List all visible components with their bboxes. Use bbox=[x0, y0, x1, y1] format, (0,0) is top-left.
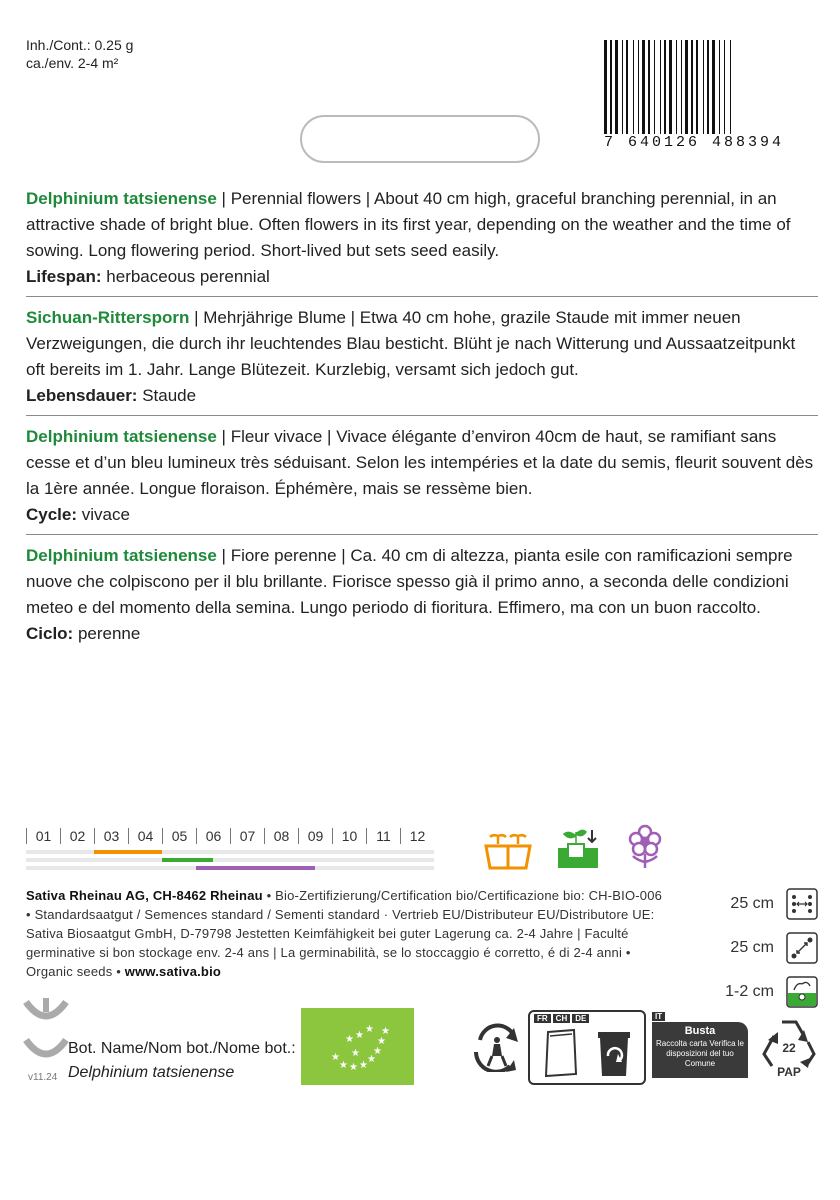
italy-busta-label bbox=[652, 1012, 748, 1078]
website-link[interactable]: www.sativa.bio bbox=[124, 964, 222, 979]
month: 02 bbox=[60, 828, 94, 844]
section-value: perenne bbox=[73, 624, 141, 643]
company-name: Sativa Rheinau AG, CH-8462 Rheinau bbox=[26, 888, 263, 903]
row-spacing-icon bbox=[786, 888, 818, 920]
barcode-bar bbox=[696, 40, 698, 136]
barcode-bar bbox=[669, 40, 672, 136]
barcode-bar bbox=[604, 40, 607, 136]
calendar-bars bbox=[26, 850, 436, 872]
barcode-bar bbox=[685, 40, 688, 136]
triman-icon bbox=[470, 1020, 524, 1072]
barcode bbox=[604, 40, 818, 154]
month: 11 bbox=[366, 828, 400, 844]
country-tags bbox=[534, 1014, 589, 1023]
spec-value: 1-2 cm bbox=[725, 983, 774, 1000]
barcode-bar bbox=[699, 40, 702, 136]
barcode-bar bbox=[610, 40, 612, 136]
country-tag: FR bbox=[534, 1014, 551, 1023]
section-label: Ciclo: bbox=[26, 624, 74, 643]
barcode-bar bbox=[673, 40, 675, 136]
sorting-info-box bbox=[528, 1010, 646, 1085]
legal-body: • Bio-Zertifizierung/Certification bio/Certificazione bio: CH-BIO-006 • Standardsaatgut / Semences standard / Sementi standard · Vertrieb EU/Distributeur EU/Distributore UE: Sativa Biosaatgut GmbH, D-79798 Jestetten Keimfähigkeit bei guter Lagerung ca. 2-4 Jahre | Faculté germinative si bon stockage env. 2-4 ans | La germinabilità, se lo stoccaggio é corretto, é di 2-4 anni • Organic seeds • bbox=[26, 888, 663, 979]
section-value: herbaceous perennial bbox=[101, 267, 270, 286]
seed-tray-icon bbox=[484, 830, 532, 870]
barcode-bar bbox=[694, 40, 695, 136]
section-body: | Fleur vivace | Vivace élégante d’environ 40cm de haut, se ramifiant sans cesse et d’un bleu lumineux très séduisant. Selon les intempéries et la date du semis, fleurit souvent dès la 1ère année. Longue floraison. Éphémère, mais se ressème bien. bbox=[26, 427, 814, 498]
paper-bin-icon bbox=[594, 1026, 634, 1080]
pap-label: PAP bbox=[777, 1065, 801, 1078]
flowering-period bbox=[196, 866, 315, 870]
eu-star: ★ bbox=[345, 1034, 354, 1045]
month-row bbox=[26, 826, 436, 846]
botanical-name: Delphinium tatsienense bbox=[68, 1064, 235, 1081]
spec-sowing-depth bbox=[725, 976, 818, 1008]
barcode-bar bbox=[619, 40, 621, 136]
it-tag: IT bbox=[652, 1012, 665, 1021]
transplant-icon bbox=[556, 826, 600, 870]
spec-plant-spacing bbox=[730, 932, 818, 964]
section-label: Lifespan: bbox=[26, 267, 102, 286]
eu-star: ★ bbox=[331, 1052, 340, 1063]
barcode-bar bbox=[689, 40, 690, 136]
barcode-bar bbox=[703, 40, 704, 136]
barcode-bar bbox=[710, 40, 711, 136]
section-fr bbox=[26, 424, 818, 535]
sow-tray-period bbox=[94, 850, 162, 854]
section-value: vivace bbox=[77, 505, 130, 524]
spec-value: 25 cm bbox=[730, 939, 774, 956]
barcode-digits: 7 640126 488394 bbox=[604, 134, 818, 151]
track-line bbox=[26, 858, 434, 862]
eu-star: ★ bbox=[351, 1048, 360, 1059]
barcode-bar bbox=[676, 40, 677, 136]
section-body: | Fiore perenne | Ca. 40 cm di altezza, pianta esile con ramificazioni sempre nuove che colpiscono per il blu brillante. Fiorisce spesso già il primo anno, a seconda delle condizioni meteo e del momento della semina. Lungo periodo di fioritura. Effimero, ma con un buon raccolto. bbox=[26, 546, 793, 617]
barcode-bar bbox=[667, 40, 668, 136]
section-title: Delphinium tatsienense bbox=[26, 189, 217, 208]
month: 05 bbox=[162, 828, 196, 844]
sowing-depth-icon bbox=[786, 976, 818, 1008]
section-body: | Mehrjährige Blume | Etwa 40 cm hohe, grazile Staude mit immer neuen Verzweigungen, die durch ihr leuchtendes Blau besticht. Blüht je nach Witterung und Aussaatzeitpunkt oft bereits im 1. Jahr. Lange Blütezeit. Kurzlebig, versamt sich jedoch gut. bbox=[26, 308, 796, 379]
barcode-bars bbox=[604, 40, 818, 136]
section-de bbox=[26, 305, 818, 416]
packet-icon bbox=[544, 1028, 580, 1078]
barcode-bar bbox=[660, 40, 661, 136]
section-title: Sichuan-Rittersporn bbox=[26, 308, 190, 327]
barcode-bar bbox=[662, 40, 663, 136]
country-tag: DE bbox=[572, 1014, 589, 1023]
barcode-bar bbox=[681, 40, 682, 136]
country-tag: CH bbox=[553, 1014, 571, 1023]
section-label: Cycle: bbox=[26, 505, 78, 524]
barcode-bar bbox=[635, 40, 637, 136]
eu-star: ★ bbox=[339, 1060, 348, 1071]
eu-star: ★ bbox=[349, 1062, 358, 1073]
barcode-bar bbox=[651, 40, 653, 136]
pap-number: 22 bbox=[782, 1041, 796, 1055]
barcode-bar bbox=[624, 40, 625, 136]
barcode-bar bbox=[683, 40, 684, 136]
eu-star: ★ bbox=[377, 1036, 386, 1047]
botanical-label: Bot. Name/Nom bot./Nome bot.: bbox=[68, 1040, 296, 1057]
busta-panel bbox=[652, 1022, 748, 1078]
eu-organic-logo bbox=[301, 1008, 414, 1085]
flower-icon bbox=[624, 822, 666, 870]
coverage-area: ca./env. 2-4 m² bbox=[26, 55, 119, 71]
barcode-bar bbox=[732, 40, 734, 136]
barcode-bar bbox=[613, 40, 614, 136]
content-weight: Inh./Cont.: 0.25 g bbox=[26, 37, 134, 53]
barcode-bar bbox=[712, 40, 715, 136]
eu-leaf-stars-icon bbox=[301, 1008, 414, 1085]
barcode-bar bbox=[638, 40, 639, 136]
month: 08 bbox=[264, 828, 298, 844]
month: 03 bbox=[94, 828, 128, 844]
section-body: | Perennial flowers | About 40 cm high, graceful branching perennial, in an attractive shade of bright blue. Often flowers in its first year, depending on the weather and the time of sowing. Long flowering period. Short-lived but sets seed easily. bbox=[26, 189, 791, 260]
section-label: Lebensdauer: bbox=[26, 386, 138, 405]
barcode-bar bbox=[716, 40, 718, 136]
barcode-bar bbox=[633, 40, 634, 136]
description-sections bbox=[26, 186, 818, 661]
eu-star: ★ bbox=[365, 1024, 374, 1035]
eu-star: ★ bbox=[359, 1060, 368, 1071]
month: 10 bbox=[332, 828, 366, 844]
content-info bbox=[26, 36, 133, 72]
section-it bbox=[26, 543, 818, 653]
month: 07 bbox=[230, 828, 264, 844]
barcode-bar bbox=[615, 40, 618, 136]
month: 12 bbox=[400, 828, 434, 844]
pap-recycle-icon bbox=[760, 1018, 818, 1078]
busta-title: Busta bbox=[684, 1025, 716, 1037]
version-code: v11.24 bbox=[28, 1072, 58, 1083]
eu-star: ★ bbox=[381, 1026, 390, 1037]
barcode-bar bbox=[707, 40, 709, 136]
barcode-bar bbox=[705, 40, 706, 136]
section-title: Delphinium tatsienense bbox=[26, 546, 217, 565]
month: 01 bbox=[26, 828, 60, 844]
busta-text: Raccolta carta Verifica le disposizioni del tuo Comune bbox=[655, 1039, 745, 1068]
barcode-bar bbox=[622, 40, 623, 136]
eu-star: ★ bbox=[367, 1054, 376, 1065]
barcode-bar bbox=[646, 40, 647, 136]
section-title: Delphinium tatsienense bbox=[26, 427, 217, 446]
barcode-bar bbox=[608, 40, 609, 136]
sowing-calendar bbox=[26, 826, 436, 872]
barcode-bar bbox=[726, 40, 729, 136]
barcode-bar bbox=[730, 40, 731, 136]
eu-star: ★ bbox=[355, 1030, 364, 1041]
barcode-bar bbox=[654, 40, 655, 136]
barcode-bar bbox=[648, 40, 650, 136]
barcode-bar bbox=[642, 40, 645, 136]
plant-spacing-icon bbox=[786, 932, 818, 964]
section-en bbox=[26, 186, 818, 297]
plant-out-period bbox=[162, 858, 213, 862]
spec-row-spacing bbox=[730, 888, 818, 920]
hang-slot bbox=[300, 115, 540, 163]
barcode-bar bbox=[656, 40, 659, 136]
barcode-bar bbox=[629, 40, 632, 136]
month: 09 bbox=[298, 828, 332, 844]
eu-star: ★ bbox=[373, 1046, 382, 1057]
barcode-bar bbox=[626, 40, 628, 136]
section-value: Staude bbox=[137, 386, 197, 405]
spec-value: 25 cm bbox=[730, 895, 774, 912]
month: 04 bbox=[128, 828, 162, 844]
barcode-bar bbox=[640, 40, 641, 136]
track-line bbox=[26, 850, 434, 854]
barcode-bar bbox=[678, 40, 680, 136]
barcode-bar bbox=[719, 40, 720, 136]
packet-fold-marks bbox=[22, 996, 70, 1060]
barcode-bar bbox=[721, 40, 723, 136]
legal-text bbox=[26, 886, 670, 981]
barcode-bar bbox=[724, 40, 725, 136]
barcode-bar bbox=[691, 40, 693, 136]
month: 06 bbox=[196, 828, 230, 844]
barcode-bar bbox=[664, 40, 666, 136]
